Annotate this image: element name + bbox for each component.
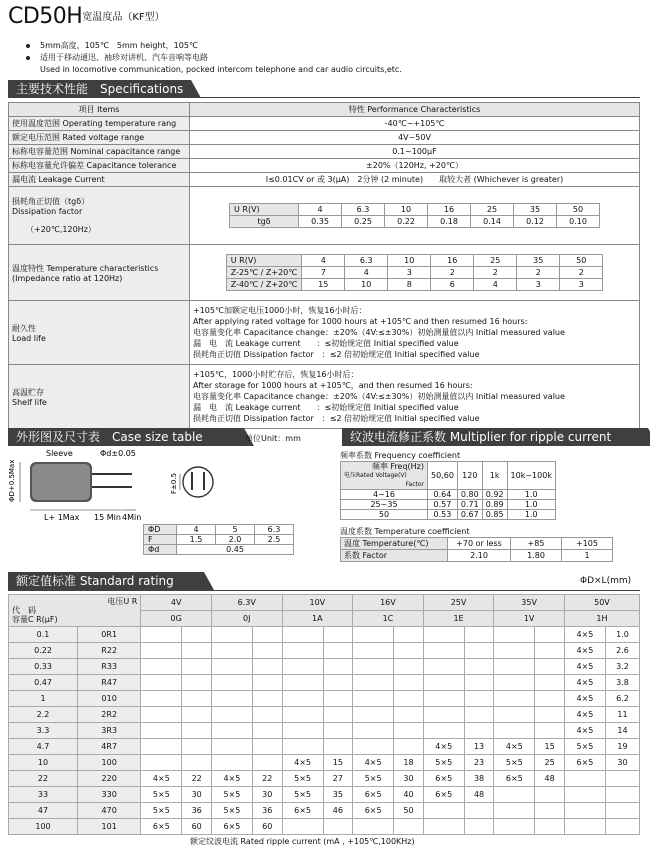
rating-cell — [423, 675, 464, 691]
rating-cell — [182, 643, 212, 659]
rating-cell — [323, 819, 353, 835]
rating-cell — [211, 643, 252, 659]
rating-cap-cell: 0.22 — [9, 643, 78, 659]
rating-cell — [253, 691, 283, 707]
sleeve-label: Sleeve — [46, 449, 73, 458]
rating-cell: 48 — [464, 787, 494, 803]
rating-row — [9, 675, 640, 691]
rating-cell — [535, 659, 565, 675]
rating-cell: 35 — [323, 787, 353, 803]
rating-cell — [211, 707, 252, 723]
rating-cell — [353, 675, 394, 691]
rating-cell — [535, 803, 565, 819]
rating-cell: 5×5 — [141, 787, 182, 803]
rating-cell — [394, 659, 424, 675]
freq-title: 频率系数 Frequency coefficient — [340, 451, 461, 460]
feature-item: Used in locomotive communication, pocked intercom telephone and car audio circuits,etc. — [40, 65, 402, 74]
rating-cell: 5×5 — [494, 755, 535, 771]
rating-cell — [394, 691, 424, 707]
rating-cell — [605, 787, 639, 803]
rating-cell: 5×5 — [211, 803, 252, 819]
dissipation-table: U R(V) 4 6.3 10 16 25 35 50 tgδ 0.35 0.25 0.22 0.18 0.14 0.12 0.10 — [229, 203, 600, 228]
rating-cap-cell: 4R7 — [78, 739, 141, 755]
rating-cell — [323, 739, 353, 755]
lead-wire — [92, 486, 132, 488]
rating-cell: 30 — [394, 771, 424, 787]
temp-coef-table: 温度 Temperature(℃) +70 or less +85 +105 系数 Factor 2.10 1.80 1 — [340, 537, 613, 562]
rating-cell — [211, 659, 252, 675]
pitch-label: F±0.5 — [170, 472, 178, 494]
rating-cell: 4×5 — [564, 707, 605, 723]
rating-cell — [141, 627, 182, 643]
rating-cell — [141, 659, 182, 675]
rating-banner: 额定值标准 Standard rating — [8, 572, 204, 590]
rating-cell — [282, 739, 323, 755]
page-title: $CD50H^{宽温度品(KF型)}$ — [8, 4, 165, 29]
rating-cell: 6×5 — [423, 787, 464, 803]
rating-cell — [141, 755, 182, 771]
rating-cell: 19 — [605, 739, 639, 755]
rating-cell — [253, 659, 283, 675]
rating-cell — [423, 643, 464, 659]
rating-cell — [141, 643, 182, 659]
rating-cell — [353, 819, 394, 835]
rating-cell: 6×5 — [211, 819, 252, 835]
rating-cell — [535, 691, 565, 707]
rating-cap-cell: 0R1 — [78, 627, 141, 643]
rating-cell — [323, 627, 353, 643]
rating-cell — [535, 723, 565, 739]
spec-table: 项目 Items 特性 Performance Characteristics 使用温度范围 Operating temperature rang -40℃~+105℃ 额定电压范围 Rated voltage range 4V~50V 标称电容量范围 Nominal capacitance range 0.1~100μF 标称电容量允许偏差 Capacitance tolerance ±20%（120Hz, +20℃） 漏电流 Leakage Current I≤0.01CV or 或 3(μA) 2分钟 (2 minute) 取较大者 (Whichever is greater) 损耗角正切值（tgδ） Dissipation factor （+20℃,120Hz） U R(V) 4 6.3 10 16 25 35 50 tgδ 0.35 0.25 0.22 0.18 0.14 0.12 0.10 温度特性 Temperature characteristics (Impedance ratio at 120Hz) U R(V) 4 6.3 10 16 25 35 50 Z-25℃ / Z+20℃ 7 4 3 2 2 2 2 Z-40℃ / Z+20℃ 15 10 8 6 4 3 3 耐久性 Load life +105℃加额定电压1000小时，恢复16小时后： After applying rated voltage for 1000 hours at +105℃ and then resumed 16 hours: 电容量变化率 Capacitance change：±20%（4V:≤±30%）初始测量值以内 Initial measured value 漏 电 流 Leakage current ：≤初始规定值 Initial specified value 损耗角正切值 Dissipation factor ：≤2 倍初始规定值 Initial specified value 高温贮存 Shelf life +105℃，1000小时贮存后，恢复16小时后： After storage for 1000 hours at +105℃，and then resumed 16 hours: 电容量变化率 Capacitance change：±20%（4V:≤±30%）初始测量值以内 Initial measured value 漏 电 流 Leakage current ：≤初始规定值 Initial specified value 损耗角正切值 Dissipation factor ：≤2 倍初始规定值 Initial specified value — [8, 102, 640, 429]
rating-cap-cell: 101 — [78, 819, 141, 835]
rating-cap-cell: 470 — [78, 803, 141, 819]
rating-cell — [182, 707, 212, 723]
rating-cell — [423, 627, 464, 643]
rating-cell — [423, 803, 464, 819]
rating-cell: 18 — [394, 755, 424, 771]
shelf-label: 高温贮存 Shelf life — [9, 365, 190, 429]
rating-cell — [282, 707, 323, 723]
rating-cell — [282, 723, 323, 739]
rating-cell: 5×5 — [282, 787, 323, 803]
rating-cell — [605, 803, 639, 819]
rating-cell — [464, 691, 494, 707]
rating-cell — [353, 707, 394, 723]
rating-cell — [182, 659, 212, 675]
rating-cap-cell: 10 — [9, 755, 78, 771]
rating-row — [9, 755, 640, 771]
rating-unit: ΦD×L(mm) — [580, 576, 632, 586]
rating-cell — [141, 707, 182, 723]
rating-cell: 27 — [323, 771, 353, 787]
rating-cell — [535, 627, 565, 643]
rating-cell — [494, 819, 535, 835]
rating-cell — [423, 819, 464, 835]
rating-cell — [464, 707, 494, 723]
rating-cell — [464, 803, 494, 819]
rating-cell: 30 — [253, 787, 283, 803]
rating-cell — [353, 739, 394, 755]
rating-cell — [535, 675, 565, 691]
rating-cell: 6×5 — [353, 803, 394, 819]
dissipation-label: 损耗角正切值（tgδ） Dissipation factor （+20℃,120Hz） — [9, 187, 190, 245]
rating-cell: 22 — [182, 771, 212, 787]
rating-cell — [141, 739, 182, 755]
rating-row — [9, 643, 640, 659]
rating-cell: 6.2 — [605, 691, 639, 707]
rating-cell — [423, 691, 464, 707]
rating-cap-cell: 0.33 — [9, 659, 78, 675]
lead-wire — [92, 473, 132, 475]
rating-cell: 6×5 — [353, 787, 394, 803]
feature-item: 5mm高度，105℃ 5mm height，105℃ — [24, 40, 624, 52]
rating-cap-cell: 3.3 — [9, 723, 78, 739]
temp-table: U R(V) 4 6.3 10 16 25 35 50 Z-25℃ / Z+20℃ 7 4 3 2 2 2 2 Z-40℃ / Z+20℃ 15 10 8 6 4 3 3 — [226, 254, 604, 291]
spec-banner: 主要技术性能 Specifications — [8, 80, 191, 98]
rating-cell — [394, 627, 424, 643]
rating-cell — [353, 643, 394, 659]
rating-cap-cell: 2R2 — [78, 707, 141, 723]
rating-cell — [182, 723, 212, 739]
rating-cell — [182, 691, 212, 707]
rating-cell — [353, 627, 394, 643]
temp-label: 温度特性 Temperature characteristics (Impedance ratio at 120Hz) — [9, 245, 190, 301]
lead-min-label: 15 Min — [94, 513, 121, 522]
rating-cell: 13 — [464, 739, 494, 755]
case-banner: 外形图及尺寸表 Case size table — [8, 428, 244, 446]
rating-cell: 46 — [323, 803, 353, 819]
rating-cell — [211, 675, 252, 691]
rating-cell — [464, 659, 494, 675]
rating-cell — [605, 771, 639, 787]
rating-cell — [282, 675, 323, 691]
rating-cell: 4×5 — [494, 739, 535, 755]
rating-cell — [182, 675, 212, 691]
rating-row — [9, 771, 640, 787]
rating-row — [9, 819, 640, 835]
rating-cap-cell: 100 — [9, 819, 78, 835]
rating-cap-cell: 47 — [9, 803, 78, 819]
rating-cell: 2.6 — [605, 643, 639, 659]
rating-cell — [564, 787, 605, 803]
rating-table: 电压U R 代 码 容量C R(μF) 4V 6.3V 10V 16V 25V 35V 50V 0G 0J 1A 1C 1E 1V 1H 0.1 0R1 4×5 1.0 0.22 R22 4×5 2.6 0.33 R33 4×5 3.2 0.47 R47 4×5 3.8 1 010 4×5 6.2 2.2 2R2 4×5 11 3.3 3R3 4×5 14 4.7 4R7 4×5 13 4×5 15 5×5 19 10 100 4×5 15 4×5 18 5×5 23 5×5 25 6×5 30 22 220 4×5 22 4×5 22 5×5 27 5×5 30 6×5 38 6×5 48 33 330 5×5 30 5×5 30 5×5 35 6×5 40 6×5 48 47 470 5×5 36 5×5 36 6×5 46 6×5 50 100 101 6×5 60 6×5 60 — [8, 594, 640, 835]
rating-cell — [282, 819, 323, 835]
rating-cell: 22 — [253, 771, 283, 787]
temp-coef-title: 温度系数 Temperature coefficient — [340, 527, 470, 536]
rating-cell: 3.8 — [605, 675, 639, 691]
rating-cell: 6×5 — [141, 819, 182, 835]
rating-cap-cell: R47 — [78, 675, 141, 691]
rating-cap-cell: R33 — [78, 659, 141, 675]
rating-cell — [182, 755, 212, 771]
rating-cell: 30 — [605, 755, 639, 771]
rating-cell: 11 — [605, 707, 639, 723]
rating-cell — [253, 675, 283, 691]
rating-cell — [282, 643, 323, 659]
rating-cap-cell: 1 — [9, 691, 78, 707]
rating-cell: 4×5 — [564, 675, 605, 691]
rating-cell: 6×5 — [423, 771, 464, 787]
rating-cell: 23 — [464, 755, 494, 771]
rating-cell — [394, 819, 424, 835]
rating-cell: 60 — [182, 819, 212, 835]
rating-cell — [494, 691, 535, 707]
rating-row — [9, 803, 640, 819]
rating-cell — [211, 755, 252, 771]
ripple-banner: 纹波电流修正系数 Multiplier for ripple current — [342, 428, 648, 446]
rating-cell — [282, 627, 323, 643]
rating-cell: 25 — [535, 755, 565, 771]
rating-row — [9, 659, 640, 675]
dimension-table: ΦD 4 5 6.3 F 1.5 2.0 2.5 Φd 0.45 — [143, 524, 294, 555]
rating-cell: 4×5 — [282, 755, 323, 771]
rating-cell — [564, 803, 605, 819]
min4-label: 4Min — [122, 513, 142, 522]
rating-cell — [211, 723, 252, 739]
rating-cap-cell: 010 — [78, 691, 141, 707]
rating-cell — [353, 691, 394, 707]
rating-cell — [535, 643, 565, 659]
rating-cell — [323, 691, 353, 707]
rating-cell: 48 — [535, 771, 565, 787]
rating-cell — [141, 723, 182, 739]
rating-cap-cell: 330 — [78, 787, 141, 803]
rating-cell — [253, 643, 283, 659]
rating-cap-cell: 220 — [78, 771, 141, 787]
rating-cell — [464, 627, 494, 643]
diameter-label: ΦD+0.5Max — [8, 459, 16, 502]
rating-cell — [494, 675, 535, 691]
footnote: 额定纹波电流 Rated ripple current (mA , +105℃,100KHz) — [190, 837, 415, 846]
rating-cell: 5×5 — [141, 803, 182, 819]
rating-cell: 4×5 — [211, 771, 252, 787]
rating-cell: 15 — [535, 739, 565, 755]
rating-cell — [141, 691, 182, 707]
rating-cell: 5×5 — [423, 755, 464, 771]
rating-row — [9, 723, 640, 739]
rating-cell: 4×5 — [564, 691, 605, 707]
rating-cell: 60 — [253, 819, 283, 835]
rating-cell — [253, 723, 283, 739]
shelf-life-text: +105℃，1000小时贮存后，恢复16小时后： After storage for 1000 hours at +105℃，and then resumed 16 hours: 电容量变化率 Capacitance change：±20%（4V:≤±30%）初始测量值以内 Initial measured value 漏 电 流 Leakage current ：≤初始规定值 Initial specified value 损耗角正切值 Dissipation factor ：≤2 倍初始规定值 Initial specified value — [190, 365, 640, 429]
rating-cell: 6×5 — [494, 771, 535, 787]
length-label: L+ 1Max — [44, 513, 80, 522]
rating-cell — [353, 723, 394, 739]
rating-cell — [323, 643, 353, 659]
rating-cell: 38 — [464, 771, 494, 787]
rating-cell: 1.0 — [605, 627, 639, 643]
rating-cell: 14 — [605, 723, 639, 739]
rating-cell — [494, 787, 535, 803]
rating-cell — [494, 707, 535, 723]
rating-cap-cell: 4.7 — [9, 739, 78, 755]
rating-cell: 4×5 — [564, 627, 605, 643]
rating-cell — [494, 643, 535, 659]
rating-cell — [182, 627, 212, 643]
rating-cell — [564, 819, 605, 835]
rating-cell: 36 — [182, 803, 212, 819]
rating-cell — [494, 803, 535, 819]
rating-cell — [464, 643, 494, 659]
rating-cell — [282, 659, 323, 675]
rating-cell — [494, 659, 535, 675]
rating-cap-cell: 22 — [9, 771, 78, 787]
feature-item: 适用于移动通迅、袖珍对讲机、汽车音响等电路 — [24, 52, 624, 64]
rating-cell — [464, 675, 494, 691]
rating-cell: 4×5 — [564, 659, 605, 675]
rating-cell: 6×5 — [564, 755, 605, 771]
rating-cell — [253, 755, 283, 771]
load-life-text: +105℃加额定电压1000小时，恢复16小时后： After applying rated voltage for 1000 hours at +105℃ and then resumed 16 hours: 电容量变化率 Capacitance change：±20%（4V:≤±30%）初始测量值以内 Initial measured value 漏 电 流 Leakage current ：≤初始规定值 Initial specified value 损耗角正切值 Dissipation factor ：≤2 倍初始规定值 Initial specified value — [190, 301, 640, 365]
rating-cell: 5×5 — [564, 739, 605, 755]
rating-cell: 5×5 — [211, 787, 252, 803]
rating-cell: 4×5 — [141, 771, 182, 787]
divider — [8, 590, 640, 591]
rating-cell — [323, 659, 353, 675]
rating-cell — [211, 691, 252, 707]
rating-cap-cell: 2.2 — [9, 707, 78, 723]
rating-row — [9, 707, 640, 723]
rating-cell — [494, 723, 535, 739]
rating-cell — [464, 819, 494, 835]
rating-cell — [282, 691, 323, 707]
rating-cap-cell: 3R3 — [78, 723, 141, 739]
unit-label: 单位Unit：mm — [245, 434, 301, 443]
rating-cell: 50 — [394, 803, 424, 819]
rating-cell — [211, 739, 252, 755]
rating-cell: 40 — [394, 787, 424, 803]
rating-cell: 5×5 — [353, 771, 394, 787]
rating-cell — [535, 819, 565, 835]
lead-dia-label: Φd±0.05 — [100, 449, 136, 458]
rating-cell — [605, 819, 639, 835]
rating-cap-cell: 0.1 — [9, 627, 78, 643]
rating-cell — [535, 707, 565, 723]
rating-cell — [394, 723, 424, 739]
rating-cell — [211, 627, 252, 643]
load-label: 耐久性 Load life — [9, 301, 190, 365]
rating-cell — [564, 771, 605, 787]
rating-cell — [394, 643, 424, 659]
rating-cell: 4×5 — [564, 723, 605, 739]
rating-cell — [253, 707, 283, 723]
rating-cell — [141, 675, 182, 691]
rating-cell — [353, 659, 394, 675]
rating-row — [9, 691, 640, 707]
rating-cell: 4×5 — [564, 643, 605, 659]
rating-cell — [323, 707, 353, 723]
rating-cell — [494, 627, 535, 643]
rating-cell: 4×5 — [423, 739, 464, 755]
end-view — [183, 467, 213, 497]
divider — [8, 97, 640, 98]
rating-cap-cell: R22 — [78, 643, 141, 659]
rating-cell — [394, 675, 424, 691]
rating-cell — [423, 707, 464, 723]
rating-cell — [535, 787, 565, 803]
rating-cell — [423, 723, 464, 739]
rating-cell — [323, 723, 353, 739]
feature-list — [24, 40, 624, 76]
rating-cell — [394, 707, 424, 723]
rating-row — [9, 739, 640, 755]
rating-cell: 4×5 — [353, 755, 394, 771]
rating-row — [9, 627, 640, 643]
rating-cell — [464, 723, 494, 739]
rating-cell — [253, 627, 283, 643]
rating-cell: 5×5 — [282, 771, 323, 787]
rating-cell: 36 — [253, 803, 283, 819]
rating-cell — [323, 675, 353, 691]
rating-cell — [423, 659, 464, 675]
freq-table: 频率 Freq(Hz) 电压Rated Voltage(V) Factor 50,60 120 1k 10k~100k 4~16 0.64 0.80 0.92 1.0 25~35 0.57 0.71 0.89 1.0 50 0.53 0.67 0.85 1.0 — [340, 461, 556, 520]
rating-cell: 30 — [182, 787, 212, 803]
rating-cap-cell: 100 — [78, 755, 141, 771]
ripple-section — [340, 430, 640, 562]
rating-cell: 3.2 — [605, 659, 639, 675]
rating-cell — [182, 739, 212, 755]
rating-cell — [394, 739, 424, 755]
rating-cell — [253, 739, 283, 755]
rating-cell: 15 — [323, 755, 353, 771]
rating-row — [9, 787, 640, 803]
rating-cap-cell: 0.47 — [9, 675, 78, 691]
rating-cell: 6×5 — [282, 803, 323, 819]
rating-cap-cell: 33 — [9, 787, 78, 803]
